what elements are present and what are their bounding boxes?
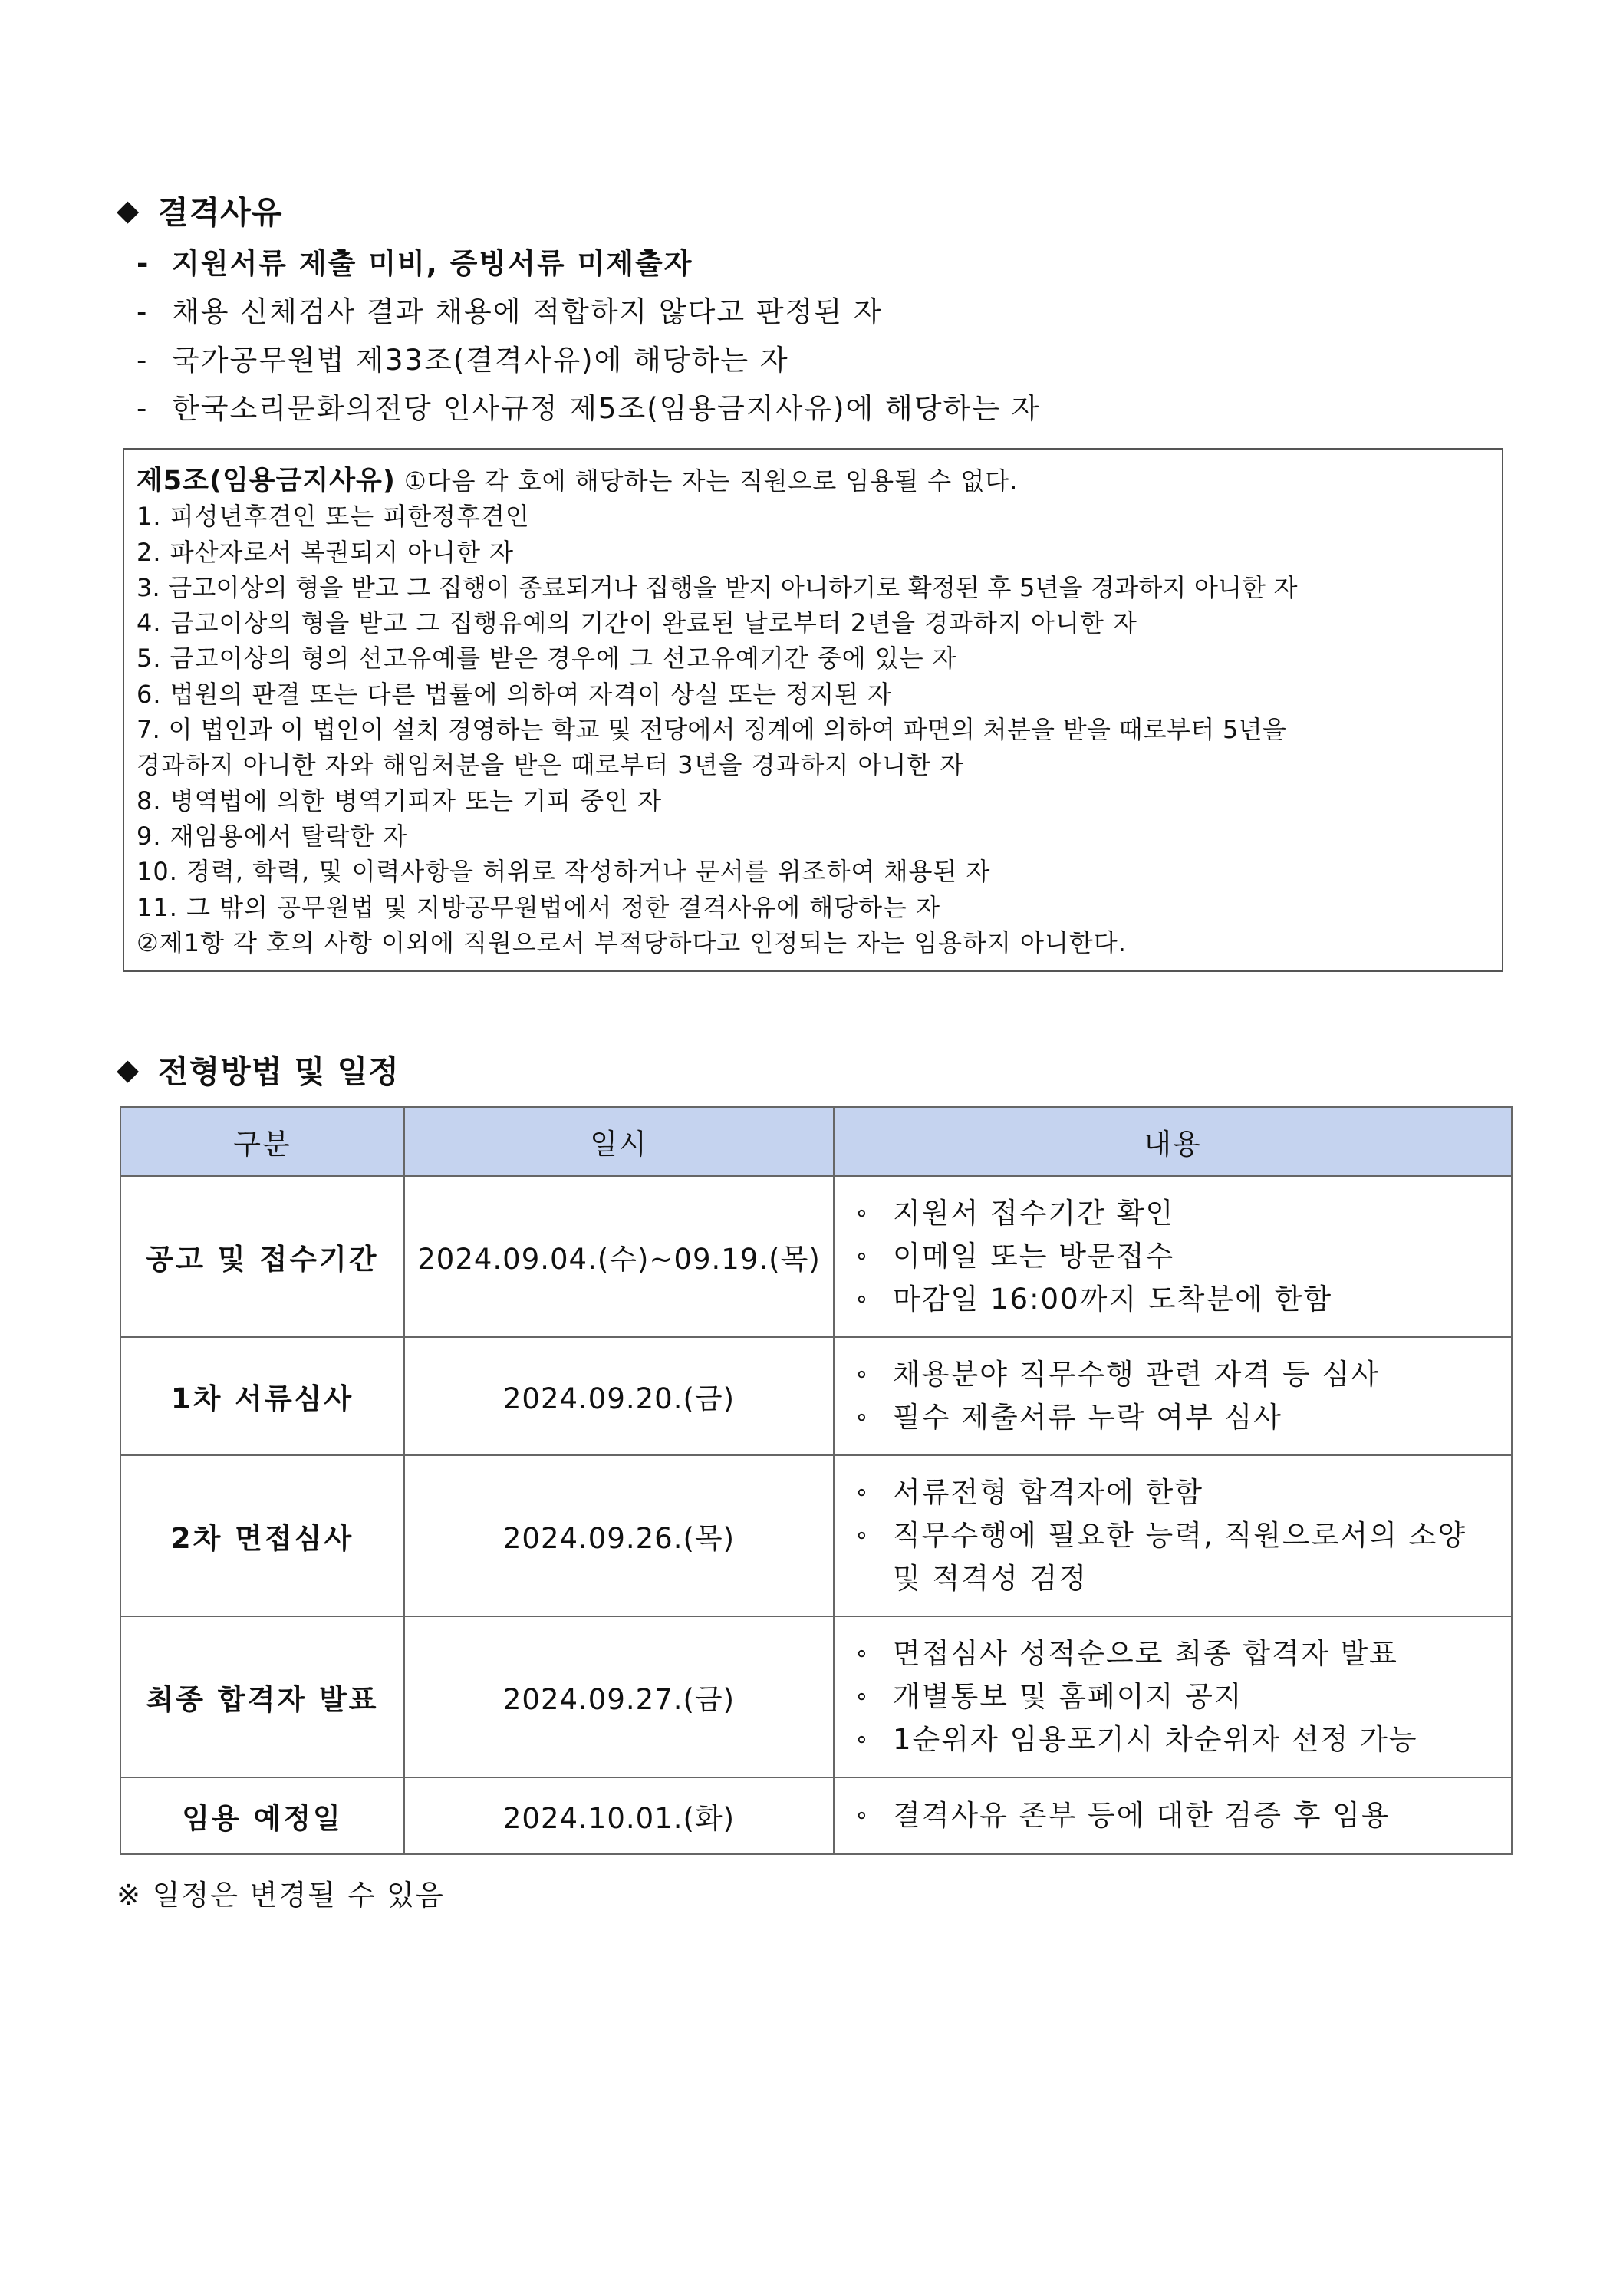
rule-line: 경과하지 아니한 자와 해임처분을 받은 때로부터 3년을 경과하지 아니한 자: [137, 750, 965, 780]
row-date: 2024.09.26.(목): [404, 1455, 834, 1616]
column-header-category: 구분: [120, 1107, 404, 1176]
rule-line: 1. 피성년후견인 또는 피한정후견인: [137, 502, 530, 532]
bullet-icon: ∘: [854, 1726, 871, 1753]
rule-line: 9. 재임용에서 탈락한 자: [137, 821, 408, 851]
bullet-item: [854, 1632, 1503, 1675]
dash-icon: -: [137, 392, 149, 425]
disqualification-list: [137, 239, 1041, 433]
bullet-text: 1순위자 임용포기시 차순위자 선정 가능: [893, 1723, 1418, 1756]
bullet-icon: ∘: [854, 1286, 871, 1313]
bullet-item: [854, 1235, 1503, 1278]
rule-line: 8. 병역법에 의한 병역기피자 또는 기피 중인 자: [137, 786, 663, 815]
row-content: [834, 1176, 1512, 1337]
rule-line: 10. 경력, 학력, 및 이력사항을 허위로 작성하거나 문서를 위조하여 채용된 자: [137, 857, 991, 887]
row-date: 2024.10.01.(화): [404, 1777, 834, 1854]
bullet-item: [854, 1514, 1503, 1600]
section-title-text: 전형방법 및 일정: [158, 1053, 400, 1090]
bullet-icon: ∘: [854, 1683, 871, 1710]
bullet-icon: ∘: [854, 1404, 871, 1431]
list-item-text: 한국소리문화의전당 인사규정 제5조(임용금지사유)에 해당하는 자: [172, 392, 1041, 425]
rule-heading-bold: 제5조(임용금지사유): [137, 466, 396, 496]
bullet-item: [854, 1471, 1503, 1514]
rule-line: 11. 그 밖의 공무원법 및 지방공무원법에서 정한 결격사유에 해당하는 자: [137, 892, 940, 922]
bullet-item: [854, 1353, 1503, 1396]
bullet-icon: ∘: [854, 1200, 871, 1227]
rule-line: 2. 파산자로서 복권되지 아니한 자: [137, 537, 515, 567]
schedule-note: ※ 일정은 변경될 수 있음: [117, 1879, 445, 1912]
bullet-icon: ∘: [854, 1479, 871, 1506]
row-date: 2024.09.27.(금): [404, 1616, 834, 1777]
rule-article-box: [123, 448, 1503, 972]
bullet-text: 개별통보 및 홈페이지 공지: [893, 1680, 1243, 1713]
row-content: [834, 1777, 1512, 1854]
bullet-item: [854, 1794, 1503, 1837]
bullet-icon: ∘: [854, 1243, 871, 1270]
table-row: [120, 1616, 1512, 1777]
bullet-text: 직무수행에 필요한 능력, 직원으로서의 소양 및 적격성 검정: [893, 1519, 1467, 1595]
table-row: [120, 1777, 1512, 1854]
rule-line: 6. 법원의 판결 또는 다른 법률에 의하여 자격이 상실 또는 정지된 자: [137, 679, 893, 709]
bullet-text: 결격사유 존부 등에 대한 검증 후 임용: [893, 1799, 1391, 1832]
section-title-disqualification: [117, 187, 282, 232]
list-item-text: 채용 신체검사 결과 채용에 적합하지 않다고 판정된 자: [172, 295, 883, 328]
dash-icon: -: [137, 247, 150, 280]
bullet-item: [854, 1396, 1503, 1439]
bullet-icon: ∘: [854, 1361, 871, 1388]
list-item: [137, 336, 1041, 384]
bullet-text: 이메일 또는 방문접수: [893, 1240, 1175, 1273]
bullet-item: [854, 1675, 1503, 1718]
bullet-item: [854, 1278, 1503, 1321]
bullet-icon: ∘: [854, 1522, 871, 1549]
list-item: [137, 384, 1041, 433]
bullet-text: 필수 제출서류 누락 여부 심사: [893, 1401, 1282, 1434]
bullet-icon: ∘: [854, 1640, 871, 1667]
section-title-text: 결격사유: [158, 194, 283, 231]
bullet-item: [854, 1192, 1503, 1235]
row-category: 최종 합격자 발표: [120, 1616, 404, 1777]
row-category: 1차 서류심사: [120, 1337, 404, 1455]
row-category: 2차 면접심사: [120, 1455, 404, 1616]
list-item-text: 국가공무원법 제33조(결격사유)에 해당하는 자: [172, 344, 789, 377]
row-date: 2024.09.04.(수)~09.19.(목): [404, 1176, 834, 1337]
rule-line: 7. 이 법인과 이 법인이 설치 경영하는 학교 및 전당에서 징계에 의하여 파면의 처분을 받을 때로부터 5년을: [137, 715, 1287, 745]
schedule-table: [120, 1106, 1513, 1855]
dash-icon: -: [137, 295, 149, 328]
table-header-row: [120, 1107, 1512, 1176]
rule-line: 5. 금고이상의 형의 선고유예를 받은 경우에 그 선고유예기간 중에 있는 자: [137, 644, 957, 674]
row-content: [834, 1455, 1512, 1616]
row-date: 2024.09.20.(금): [404, 1337, 834, 1455]
bullet-text: 마감일 16:00까지 도착분에 한함: [893, 1283, 1333, 1316]
table-row: [120, 1176, 1512, 1337]
rule-line: ②제1항 각 호의 사항 이외에 직원으로서 부적당하다고 인정되는 자는 임용하지 아니한다.: [137, 927, 1127, 957]
bullet-icon: ∘: [854, 1802, 871, 1829]
bullet-text: 채용분야 직무수행 관련 자격 등 심사: [893, 1358, 1380, 1391]
column-header-date: 일시: [404, 1107, 834, 1176]
dash-icon: -: [137, 344, 149, 377]
section-title-schedule: [117, 1046, 400, 1092]
bullet-text: 지원서 접수기간 확인: [893, 1197, 1175, 1230]
rule-heading-text: ①다음 각 호에 해당하는 자는 직원으로 임용될 수 없다.: [395, 466, 1019, 496]
rule-line: 4. 금고이상의 형을 받고 그 집행유예의 기간이 완료된 날로부터 2년을 경과하지 아니한 자: [137, 608, 1137, 638]
table-row: [120, 1337, 1512, 1455]
diamond-icon: ◆: [117, 1052, 140, 1086]
list-item: [137, 239, 1041, 288]
rule-heading: [137, 463, 1490, 499]
row-content: [834, 1616, 1512, 1777]
row-category: 임용 예정일: [120, 1777, 404, 1854]
row-category: 공고 및 접수기간: [120, 1176, 404, 1337]
rule-line: 3. 금고이상의 형을 받고 그 집행이 종료되거나 집행을 받지 아니하기로 확정된 후 5년을 경과하지 아니한 자: [137, 572, 1298, 602]
bullet-item: [854, 1718, 1503, 1761]
list-item: [137, 288, 1041, 336]
bullet-text: 서류전형 합격자에 한함: [893, 1476, 1203, 1509]
bullet-text: 면접심사 성적순으로 최종 합격자 발표: [893, 1637, 1398, 1670]
row-content: [834, 1337, 1512, 1455]
diamond-icon: ◆: [117, 193, 140, 227]
table-row: [120, 1455, 1512, 1616]
column-header-content: 내용: [834, 1107, 1512, 1176]
list-item-text: 지원서류 제출 미비, 증빙서류 미제출자: [172, 247, 693, 280]
